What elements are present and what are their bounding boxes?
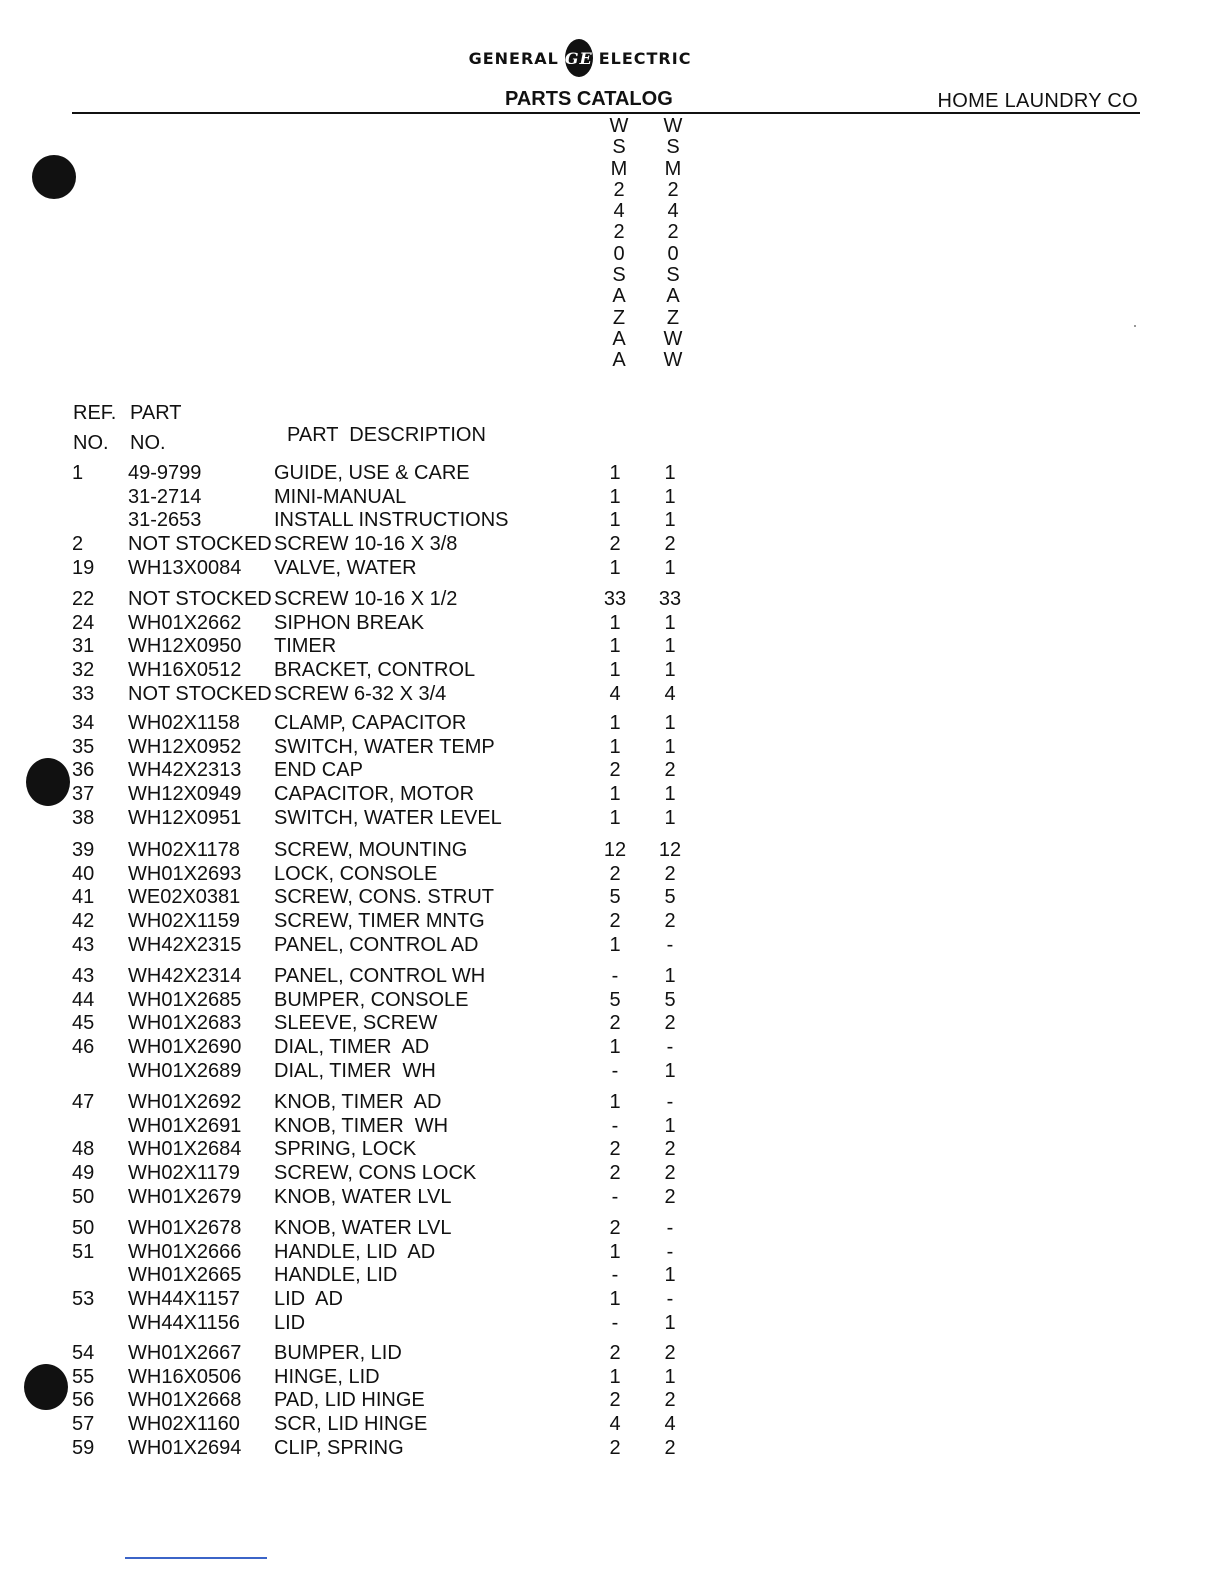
model-letter: 0 <box>613 242 625 265</box>
part-number: WH13X0084 <box>128 556 242 579</box>
part-description: CLIP, SPRING <box>274 1436 404 1459</box>
part-number: WE02X0381 <box>128 886 241 909</box>
qty-model-1: 2 <box>609 1162 621 1185</box>
part-description: SCREW, TIMER MNTG <box>274 910 485 933</box>
section-title: HOME LAUNDRY CO <box>937 90 1138 112</box>
qty-model-2: 1 <box>664 509 676 532</box>
ref-number: 49 <box>72 1162 95 1185</box>
qty-model-2: 2 <box>664 533 676 556</box>
qty-model-2: - <box>666 1240 674 1263</box>
qty-model-2: 1 <box>664 1365 676 1388</box>
part-number: NOT STOCKED <box>128 682 272 705</box>
part-description: PAD, LID HINGE <box>274 1389 425 1412</box>
qty-model-2: - <box>666 1217 674 1239</box>
model-letter: 0 <box>667 242 679 265</box>
qty-model-1: 33 <box>603 588 627 610</box>
qty-model-2: 1 <box>664 611 676 634</box>
part-number: WH01X2667 <box>128 1342 242 1364</box>
part-number: 31-2714 <box>128 485 202 508</box>
part-number: WH01X2689 <box>128 1059 242 1082</box>
qty-model-1: 4 <box>609 1413 621 1436</box>
qty-model-1: 12 <box>603 839 627 861</box>
model-letter: Z <box>612 306 626 329</box>
part-number: WH01X2668 <box>128 1389 242 1412</box>
ref-number: 33 <box>72 682 95 705</box>
qty-model-2: 4 <box>664 682 676 705</box>
part-description: SCREW, MOUNTING <box>274 839 468 861</box>
ref-number: 34 <box>72 712 95 734</box>
part-description: CLAMP, CAPACITOR <box>274 712 467 734</box>
qty-model-1: 2 <box>609 862 621 885</box>
part-description: LOCK, CONSOLE <box>274 862 438 885</box>
part-number: WH01X2694 <box>128 1436 242 1459</box>
ref-number: 1 <box>72 462 84 484</box>
ref-number: 46 <box>72 1036 95 1059</box>
qty-model-2: 2 <box>664 1162 676 1185</box>
qty-model-1: - <box>611 1264 619 1287</box>
part-number: WH12X0952 <box>128 735 242 758</box>
model-column-1 <box>607 116 631 372</box>
qty-model-1: 1 <box>609 659 621 682</box>
ref-number: 54 <box>72 1342 95 1364</box>
qty-model-2: 1 <box>664 712 676 734</box>
binder-hole <box>26 758 70 806</box>
ref-number: 44 <box>72 988 95 1011</box>
qty-model-1: 1 <box>609 933 621 956</box>
ref-number: 59 <box>72 1436 95 1459</box>
model-letter: 2 <box>667 178 679 201</box>
qty-model-1: 1 <box>609 485 621 508</box>
qty-model-2: 2 <box>664 1138 676 1161</box>
model-letter: M <box>664 157 682 180</box>
page-title: PARTS CATALOG <box>505 88 673 110</box>
qty-model-1: 1 <box>609 1091 621 1113</box>
qty-model-1: - <box>611 1185 619 1208</box>
qty-model-2: 33 <box>658 588 682 610</box>
part-number: WH16X0506 <box>128 1365 242 1388</box>
model-letter: 2 <box>613 178 625 201</box>
part-number: WH02X1160 <box>128 1413 240 1436</box>
qty-model-1: 1 <box>609 509 621 532</box>
qty-model-2: 1 <box>664 806 676 829</box>
qty-model-2: 1 <box>664 556 676 579</box>
ref-number: 55 <box>72 1365 95 1388</box>
ref-number: 45 <box>72 1012 95 1035</box>
part-number: WH44X1157 <box>128 1288 240 1311</box>
model-letter: 4 <box>667 200 679 223</box>
part-number: WH01X2693 <box>128 862 242 885</box>
qty-model-2: 2 <box>664 1436 676 1459</box>
brand-right-text: ELECTRIC <box>598 48 692 68</box>
ref-number: 47 <box>72 1091 95 1113</box>
qty-model-1: 1 <box>609 1288 621 1311</box>
model-letter: S <box>666 264 680 287</box>
qty-model-1: 1 <box>609 712 621 734</box>
part-description: CAPACITOR, MOTOR <box>274 783 475 806</box>
qty-model-1: 2 <box>609 1138 621 1161</box>
part-description: HANDLE, LID AD <box>274 1240 436 1263</box>
model-letter: W <box>663 327 683 350</box>
footer-line <box>125 1557 267 1559</box>
part-description: DIAL, TIMER AD <box>274 1036 430 1059</box>
qty-model-1: 2 <box>609 533 621 556</box>
ref-number: 31 <box>72 635 95 658</box>
ge-logo-icon: GE <box>565 39 593 77</box>
model-letter: 4 <box>613 200 625 223</box>
qty-model-2: - <box>666 1288 674 1311</box>
model-letter: A <box>612 327 626 350</box>
part-description: SWITCH, WATER LEVEL <box>274 806 502 829</box>
qty-model-2: 1 <box>664 659 676 682</box>
part-number: WH01X2692 <box>128 1091 242 1113</box>
ref-header-line2: NO. <box>73 432 109 454</box>
qty-model-2: 12 <box>658 839 682 861</box>
qty-model-2: 1 <box>664 1059 676 1082</box>
ref-number: 19 <box>72 556 95 579</box>
part-number: WH42X2314 <box>128 965 242 987</box>
model-letter: W <box>663 115 683 137</box>
qty-model-2: 2 <box>664 1389 676 1412</box>
ref-number: 36 <box>72 759 95 782</box>
qty-model-2: 1 <box>664 1264 676 1287</box>
part-description: SCREW, CONS. STRUT <box>274 886 495 909</box>
part-description: SCREW 10-16 X 3/8 <box>274 533 458 556</box>
part-description: END CAP <box>274 759 363 782</box>
qty-model-2: 1 <box>664 735 676 758</box>
part-number: WH01X2662 <box>128 611 242 634</box>
qty-model-2: 1 <box>664 635 676 658</box>
qty-model-1: 2 <box>609 1217 621 1239</box>
brand-left-text: GENERAL <box>468 48 559 68</box>
qty-model-1: 5 <box>609 988 621 1011</box>
part-number: WH16X0512 <box>128 659 242 682</box>
qty-model-1: 1 <box>609 611 621 634</box>
part-description: HINGE, LID <box>274 1365 380 1388</box>
part-description: SIPHON BREAK <box>274 611 425 634</box>
part-number: WH01X2684 <box>128 1138 242 1161</box>
part-number: NOT STOCKED <box>128 588 272 610</box>
ref-number: 53 <box>72 1288 95 1311</box>
part-number: 49-9799 <box>128 462 202 484</box>
ref-number: 32 <box>72 659 95 682</box>
qty-model-1: 1 <box>609 1240 621 1263</box>
part-description: TIMER <box>274 635 337 658</box>
part-header-line1: PART <box>130 402 182 424</box>
ref-number: 40 <box>72 862 95 885</box>
qty-model-2: 1 <box>664 1114 676 1137</box>
part-number: WH01X2678 <box>128 1217 242 1239</box>
part-number: WH02X1159 <box>128 910 240 933</box>
part-no-header <box>130 398 182 458</box>
part-number: WH01X2666 <box>128 1240 242 1263</box>
part-description: INSTALL INSTRUCTIONS <box>274 509 509 532</box>
part-description: LID AD <box>274 1288 343 1311</box>
part-description: SLEEVE, SCREW <box>274 1012 438 1035</box>
part-number: WH42X2313 <box>128 759 242 782</box>
ref-number: 41 <box>72 886 95 909</box>
part-description: KNOB, TIMER AD <box>274 1091 442 1113</box>
qty-model-1: 5 <box>609 886 621 909</box>
part-description: LID <box>274 1311 306 1334</box>
qty-model-1: 2 <box>609 1342 621 1364</box>
part-description: BUMPER, CONSOLE <box>274 988 469 1011</box>
part-description: PANEL, CONTROL AD <box>274 933 479 956</box>
ref-no-header <box>73 398 116 458</box>
ref-number: 24 <box>72 611 95 634</box>
part-number: WH01X2679 <box>128 1185 242 1208</box>
qty-model-1: 1 <box>609 1365 621 1388</box>
ref-number: 38 <box>72 806 95 829</box>
part-number: WH12X0950 <box>128 635 242 658</box>
part-description: SCR, LID HINGE <box>274 1413 428 1436</box>
model-letter: 2 <box>667 221 679 244</box>
ref-number: 35 <box>72 735 95 758</box>
qty-model-1: 1 <box>609 635 621 658</box>
model-letter: A <box>612 349 626 372</box>
binder-hole <box>24 1364 68 1410</box>
part-number: WH01X2665 <box>128 1264 242 1287</box>
qty-model-1: 4 <box>609 682 621 705</box>
part-description: PANEL, CONTROL WH <box>274 965 486 987</box>
qty-model-1: 1 <box>609 735 621 758</box>
ref-number: 43 <box>72 965 95 987</box>
part-description: MINI-MANUAL <box>274 485 407 508</box>
model-letter: S <box>666 136 680 159</box>
description-header: PART DESCRIPTION <box>287 424 486 446</box>
ref-number: 50 <box>72 1217 95 1239</box>
model-letter: 2 <box>613 221 625 244</box>
qty-model-1: 2 <box>609 1436 621 1459</box>
part-number: WH02X1179 <box>128 1162 240 1185</box>
part-number: WH02X1158 <box>128 712 240 734</box>
qty-model-2: 2 <box>664 759 676 782</box>
qty-model-1: 2 <box>609 1012 621 1035</box>
model-column-2 <box>661 116 685 372</box>
qty-model-2: 4 <box>664 1413 676 1436</box>
part-number: WH42X2315 <box>128 933 242 956</box>
qty-model-2: 1 <box>664 1311 676 1334</box>
qty-model-1: 1 <box>609 1036 621 1059</box>
model-letter: S <box>612 264 626 287</box>
part-number: WH01X2691 <box>128 1114 242 1137</box>
scan-speck <box>1134 325 1136 327</box>
part-description: SCREW 10-16 X 1/2 <box>274 588 458 610</box>
qty-model-2: - <box>666 1036 674 1059</box>
ref-number: 51 <box>72 1240 95 1263</box>
qty-model-2: 2 <box>664 1342 676 1364</box>
qty-model-2: 2 <box>664 862 676 885</box>
model-letter: S <box>612 136 626 159</box>
part-description: SCREW 6-32 X 3/4 <box>274 682 447 705</box>
part-description: SPRING, LOCK <box>274 1138 417 1161</box>
qty-model-1: 1 <box>609 806 621 829</box>
qty-model-2: 2 <box>664 1012 676 1035</box>
qty-model-2: 1 <box>664 965 676 987</box>
qty-model-1: 1 <box>609 783 621 806</box>
qty-model-1: 2 <box>609 1389 621 1412</box>
part-description: HANDLE, LID <box>274 1264 398 1287</box>
part-number: WH01X2690 <box>128 1036 242 1059</box>
ref-number: 22 <box>72 588 95 610</box>
model-letter: M <box>610 157 628 180</box>
qty-model-1: 2 <box>609 759 621 782</box>
qty-model-1: - <box>611 1059 619 1082</box>
qty-model-2: 1 <box>664 485 676 508</box>
ref-header-line1: REF. <box>73 402 117 424</box>
qty-model-2: - <box>666 933 674 956</box>
qty-model-1: 1 <box>609 462 621 484</box>
qty-model-2: 1 <box>664 462 676 484</box>
part-number: WH01X2683 <box>128 1012 242 1035</box>
qty-model-2: 2 <box>664 1185 676 1208</box>
part-description: VALVE, WATER <box>274 556 417 579</box>
qty-model-1: 2 <box>609 910 621 933</box>
part-number: WH12X0949 <box>128 783 242 806</box>
model-letter: W <box>609 115 629 137</box>
ref-number: 2 <box>72 533 84 556</box>
qty-model-2: 5 <box>664 886 676 909</box>
part-description: KNOB, WATER LVL <box>274 1217 452 1239</box>
brand-header <box>470 36 690 80</box>
part-description: DIAL, TIMER WH <box>274 1059 436 1082</box>
model-letter: A <box>612 285 626 308</box>
part-description: BUMPER, LID <box>274 1342 402 1364</box>
part-header-line2: NO. <box>130 432 166 454</box>
ref-number: 43 <box>72 933 95 956</box>
qty-model-2: 1 <box>664 783 676 806</box>
ref-number: 56 <box>72 1389 95 1412</box>
part-description: KNOB, WATER LVL <box>274 1185 452 1208</box>
qty-model-2: 2 <box>664 910 676 933</box>
header-divider <box>72 112 1140 114</box>
ref-number: 37 <box>72 783 95 806</box>
qty-model-2: - <box>666 1091 674 1113</box>
qty-model-1: 1 <box>609 556 621 579</box>
qty-model-1: - <box>611 965 619 987</box>
part-description: BRACKET, CONTROL <box>274 659 476 682</box>
binder-hole <box>32 155 76 199</box>
qty-model-2: 5 <box>664 988 676 1011</box>
part-description: KNOB, TIMER WH <box>274 1114 449 1137</box>
ref-number: 42 <box>72 910 95 933</box>
ref-number: 39 <box>72 839 95 861</box>
part-description: SWITCH, WATER TEMP <box>274 735 495 758</box>
qty-model-1: - <box>611 1114 619 1137</box>
model-letter: W <box>663 349 683 372</box>
part-number: WH44X1156 <box>128 1311 240 1334</box>
ref-number: 48 <box>72 1138 95 1161</box>
model-letter: A <box>666 285 680 308</box>
part-number: WH01X2685 <box>128 988 242 1011</box>
ref-number: 50 <box>72 1185 95 1208</box>
ref-number: 57 <box>72 1413 95 1436</box>
model-letter: Z <box>666 306 680 329</box>
part-number: NOT STOCKED <box>128 533 272 556</box>
qty-model-1: - <box>611 1311 619 1334</box>
part-description: GUIDE, USE & CARE <box>274 462 470 484</box>
part-number: WH12X0951 <box>128 806 242 829</box>
part-number: WH02X1178 <box>128 839 240 861</box>
part-description: SCREW, CONS LOCK <box>274 1162 477 1185</box>
part-number: 31-2653 <box>128 509 202 532</box>
